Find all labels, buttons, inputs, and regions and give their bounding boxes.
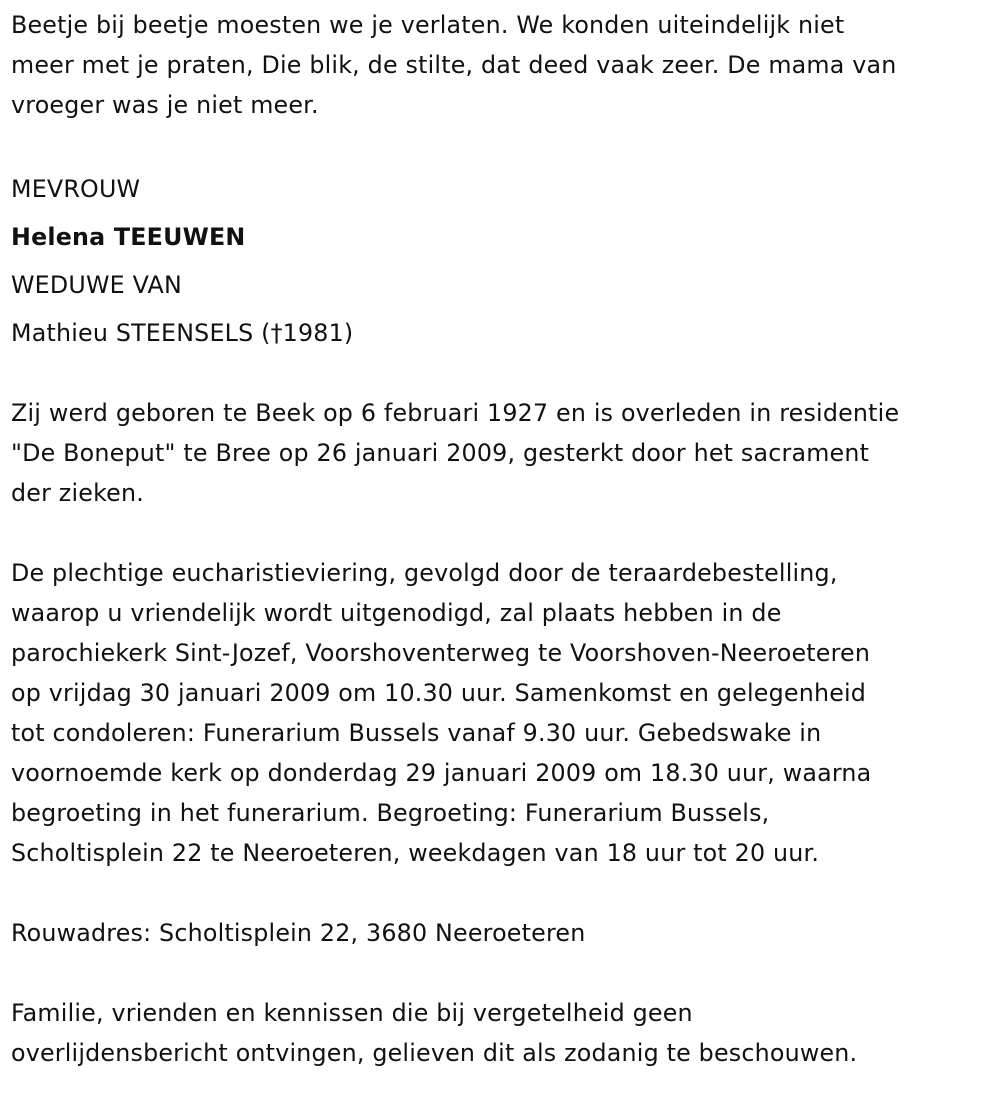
obituary-document [11,5,991,1113]
mourning-address: Rouwadres: Scholtisplein 22, 3680 Neeroeteren [11,919,586,947]
closing-paragraph [11,993,991,1073]
address-paragraph [11,913,991,953]
text-line: begroeting in het funerarium. Begroeting: Funerarium Bussels, [11,799,770,827]
spouse-name: Mathieu STEENSELS (†1981) [11,319,354,347]
birth-death-paragraph [11,393,991,513]
ceremony-paragraph [11,553,991,873]
widow-label: WEDUWE VAN [11,271,182,299]
text-line: Zij werd geboren te Beek op 6 februari 1927 en is overleden in residentie [11,399,900,427]
text-line: parochiekerk Sint-Jozef, Voorshoventerweg te Voorshoven-Neeroeteren [11,639,871,667]
name-block [11,165,991,357]
text-line: der zieken. [11,479,144,507]
text-line: Beetje bij beetje moesten we je verlaten. We konden uiteindelijk niet [11,11,845,39]
text-line: De plechtige eucharistieviering, gevolgd door de teraardebestelling, [11,559,838,587]
intro-paragraph [11,5,991,125]
text-line: meer met je praten, Die blik, de stilte, dat deed vaak zeer. De mama van [11,51,897,79]
deceased-name: Helena TEEUWEN [11,223,246,251]
text-line: Scholtisplein 22 te Neeroeteren, weekdagen van 18 uur tot 20 uur. [11,839,820,867]
text-line: vroeger was je niet meer. [11,91,319,119]
text-line: "De Boneput" te Bree op 26 januari 2009, gesterkt door het sacrament [11,439,870,467]
text-line: tot condoleren: Funerarium Bussels vanaf 9.30 uur. Gebedswake in [11,719,822,747]
text-line: overlijdensbericht ontvingen, gelieven dit als zodanig te beschouwen. [11,1039,858,1067]
text-line: waarop u vriendelijk wordt uitgenodigd, zal plaats hebben in de [11,599,782,627]
honorific-title: MEVROUW [11,175,141,203]
text-line: voornoemde kerk op donderdag 29 januari 2009 om 18.30 uur, waarna [11,759,872,787]
text-line: op vrijdag 30 januari 2009 om 10.30 uur. Samenkomst en gelegenheid [11,679,867,707]
text-line: Familie, vrienden en kennissen die bij vergetelheid geen [11,999,693,1027]
